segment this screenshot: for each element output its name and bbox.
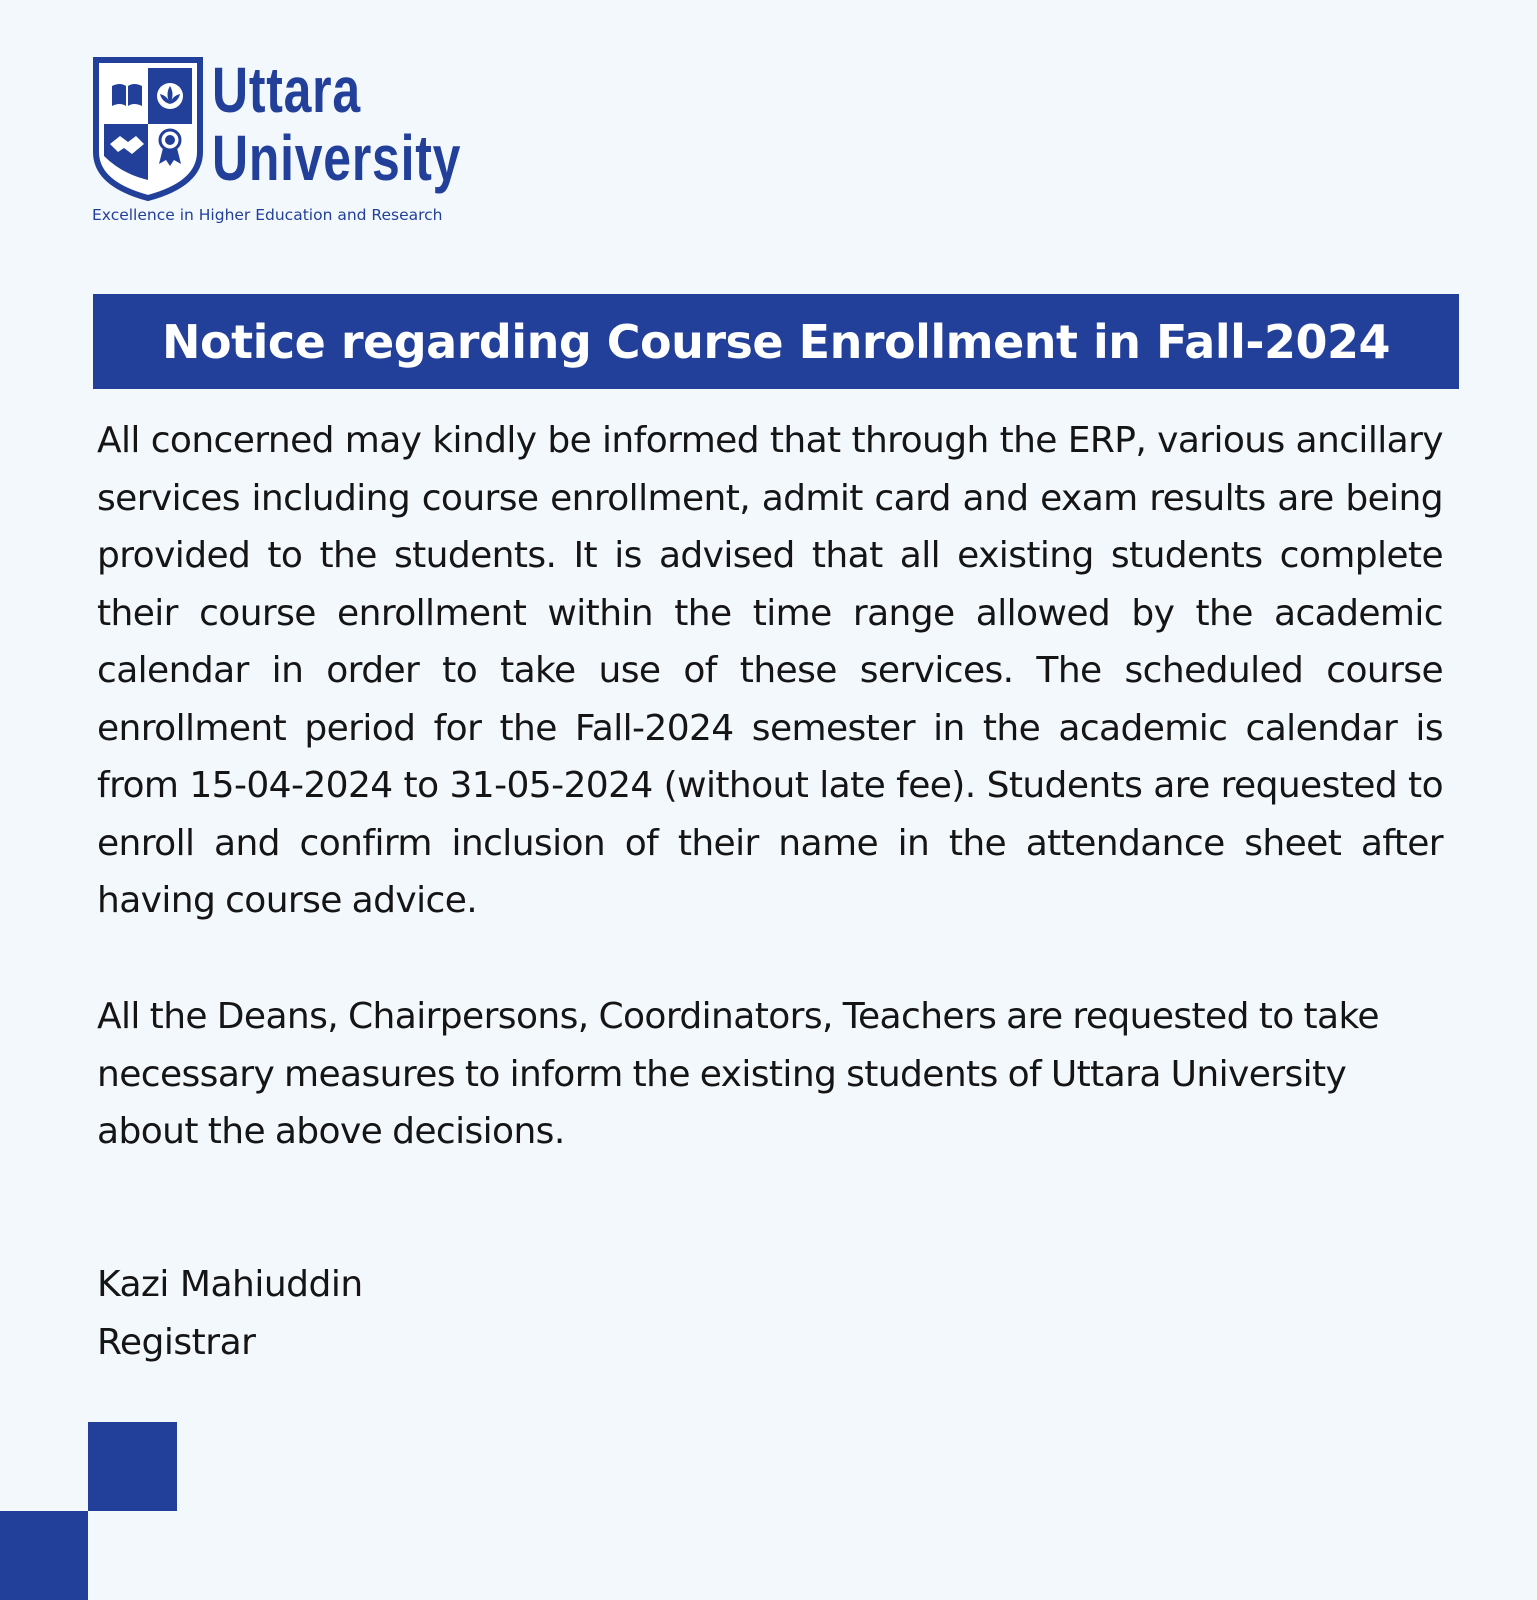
- university-logo: [92, 56, 472, 236]
- notice-paragraph-1: All concerned may kindly be informed that through the ERP, various ancillary services including course enrollment, admit card and exam results are being provided to the students. It is advised that all existing students complete their course enrollment within the time range allowed by the academic calendar in order to take use of these services. The scheduled course enrollment period for the Fall-2024 semester in the academic calendar is from 15-04-2024 to 31-05-2024 (without late fee). Students are requested to enroll and confirm inclusion of their name in the attendance sheet after having course advice.: [97, 420, 1443, 921]
- notice-title-banner: [93, 294, 1459, 389]
- shield-crest-icon: [92, 56, 204, 202]
- signature-block: [97, 1256, 363, 1371]
- signatory-designation: Registrar: [97, 1321, 256, 1363]
- decorative-square-lower: [0, 1511, 88, 1600]
- notice-title: Notice regarding Course Enrollment in Fall-2024: [162, 314, 1390, 369]
- logo-wordmark-line2: University: [212, 122, 462, 194]
- lotus-icon: [157, 83, 183, 109]
- logo-tagline: Excellence in Higher Education and Research: [92, 206, 443, 224]
- notice-paragraph-2: All the Deans, Chairpersons, Coordinators, Teachers are requested to take necessary measures to inform the existing students of Uttara University about the above decisions.: [97, 996, 1379, 1152]
- signatory-name: Kazi Mahiuddin: [97, 1264, 363, 1305]
- decorative-square-upper: [88, 1422, 177, 1511]
- logo-wordmark-line1: Uttara: [212, 54, 361, 126]
